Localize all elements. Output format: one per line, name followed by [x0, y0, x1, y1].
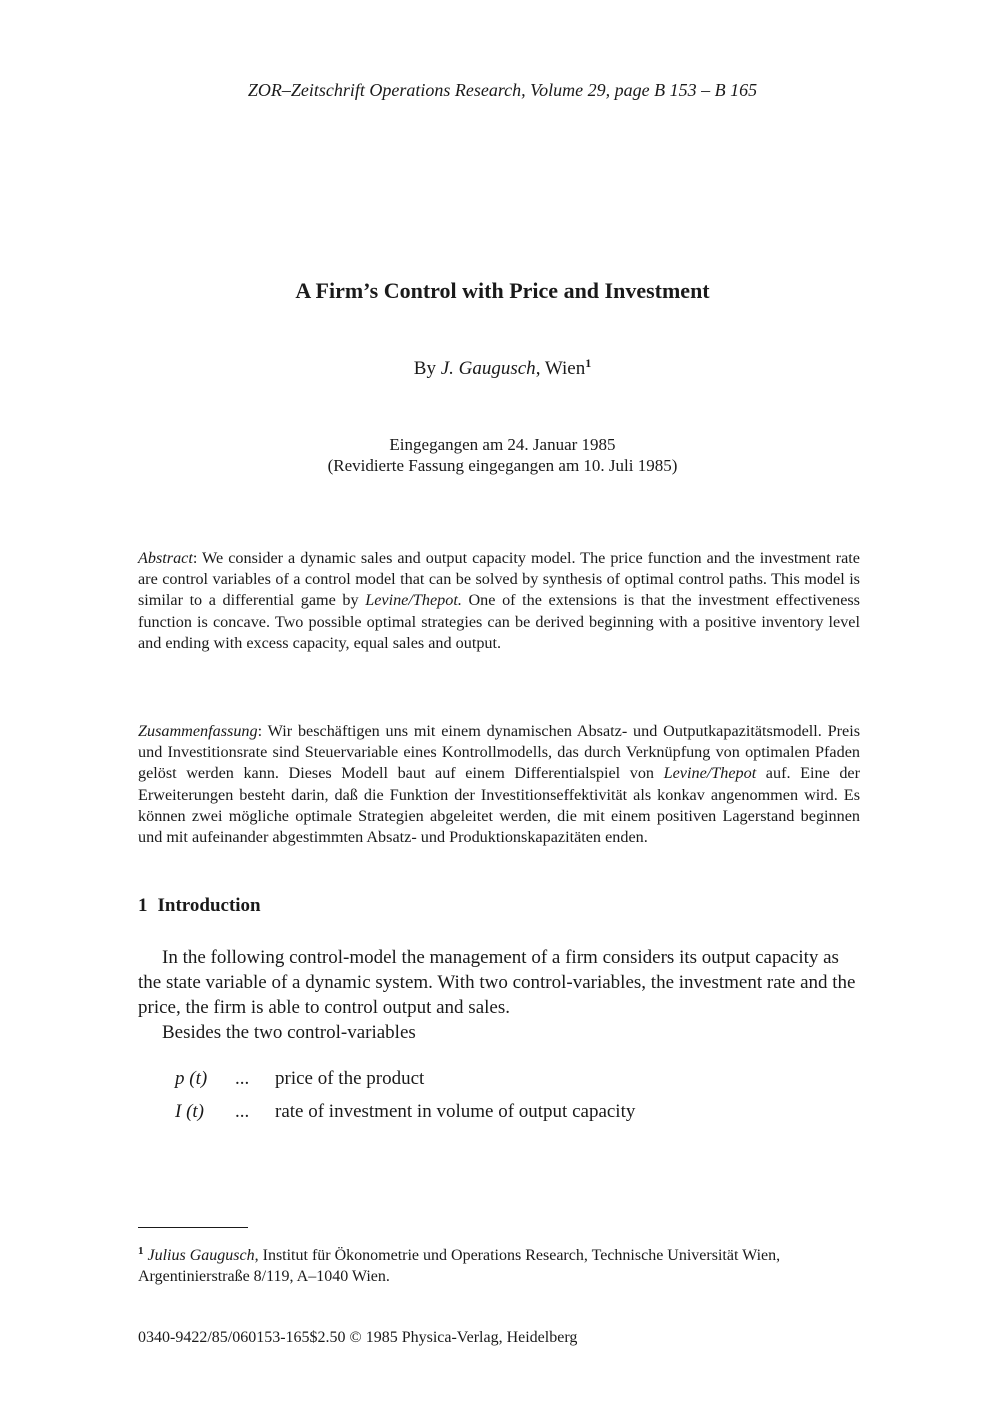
received-dates [0, 434, 1005, 476]
section-number: 1 [138, 895, 148, 916]
abstract [138, 548, 860, 654]
definition-dots: ... [235, 1068, 250, 1089]
zusammenfassung-reference: Levine/Thepot [663, 764, 757, 783]
intro-paragraph-2 [138, 1020, 860, 1045]
definition-item [175, 1068, 635, 1101]
abstract-label: Abstract [138, 549, 193, 567]
definition-dots: ... [235, 1101, 250, 1122]
zusammenfassung-text-continued: auf. Eine der Erweiterungen besteht darin, daß die Funktion der Investitionseffektivität als konkav angenommen wird. Es können zwei mögliche optimale Strategien abgeleitet werden, die mit einem positiven Lagerstand beginnen und mit aufeinander abgestimmten Absatz- und Produktionskapazitäten enden. [138, 764, 860, 847]
footnote-author: Julius Gaugusch [147, 1247, 255, 1264]
journal-header: ZOR–Zeitschrift Operations Research, Volume 29, page B 153 – B 165 [247, 80, 758, 100]
copyright-line: 0340-9422/85/060153-165$2.50 © 1985 Physica-Verlag, Heidelberg [138, 1329, 578, 1346]
zusammenfassung-label: Zusammenfassung [138, 722, 258, 740]
author-location: , Wien [535, 358, 586, 379]
definition-text: price of the product [275, 1068, 425, 1089]
byline-prefix: By [413, 358, 436, 379]
abstract-reference: Levine/Thepot. [365, 591, 462, 610]
definition-symbol: p (t) [175, 1068, 208, 1089]
zusammenfassung [138, 721, 860, 848]
intro-paragraph-text: In the following control-model the management of a firm considers its output capacity as the state variable of a dynamic system. With two control-variables, the investment rate and the price, the firm is able to control output and sales. [138, 947, 856, 1018]
zusammenfassung-text: : Wir beschäftigen uns mit einem dynamischen Absatz- und Outputkapazitätsmodell. Preis und Investitionsrate sind Steuervariable eines Kontrollmodells, das durch Verknüpfung von optimalen Pfaden gelöst werden kann. Dieses Modell baut auf einem Differentialspiel von [138, 722, 860, 783]
paper-title: A Firm’s Control with Price and Investment [295, 278, 710, 303]
definitions-list [175, 1068, 635, 1134]
definition-item [175, 1101, 635, 1134]
footnote-number: 1 [138, 1245, 144, 1257]
footnote-divider [138, 1227, 248, 1228]
definition-symbol: I (t) [175, 1101, 205, 1122]
abstract-text-continued: One of the extensions is that the investment effectiveness function is concave. Two possible optimal strategies can be derived beginning with a positive inventory level and ending with excess capacity, equal sales and output. [138, 591, 860, 652]
section-heading [138, 895, 261, 917]
revised-line: (Revidierte Fassung eingegangen am 10. Juli 1985) [327, 456, 678, 475]
intro-paragraph-2-text: Besides the two control-variables [162, 1022, 416, 1043]
intro-paragraph [138, 945, 860, 1020]
author-name: J. Gaugusch [440, 358, 536, 379]
byline [0, 356, 1005, 380]
introduction-text [138, 945, 860, 1045]
abstract-text: : We consider a dynamic sales and output capacity model. The price function and the investment rate are control variables of a control model that can be solved by synthesis of optimal control paths. This model is similar to a differential game by [138, 549, 860, 610]
definition-text: rate of investment in volume of output capacity [275, 1101, 636, 1122]
footnote [138, 1241, 873, 1287]
footnote-mark: 1 [585, 356, 592, 370]
section-title: Introduction [157, 895, 261, 916]
received-line: Eingegangen am 24. Januar 1985 [389, 435, 616, 454]
footnote-text: , Institut für Ökonometrie und Operations Research, Technische Universität Wien, Argentinierstraße 8/119, A–1040 Wien. [138, 1247, 781, 1285]
